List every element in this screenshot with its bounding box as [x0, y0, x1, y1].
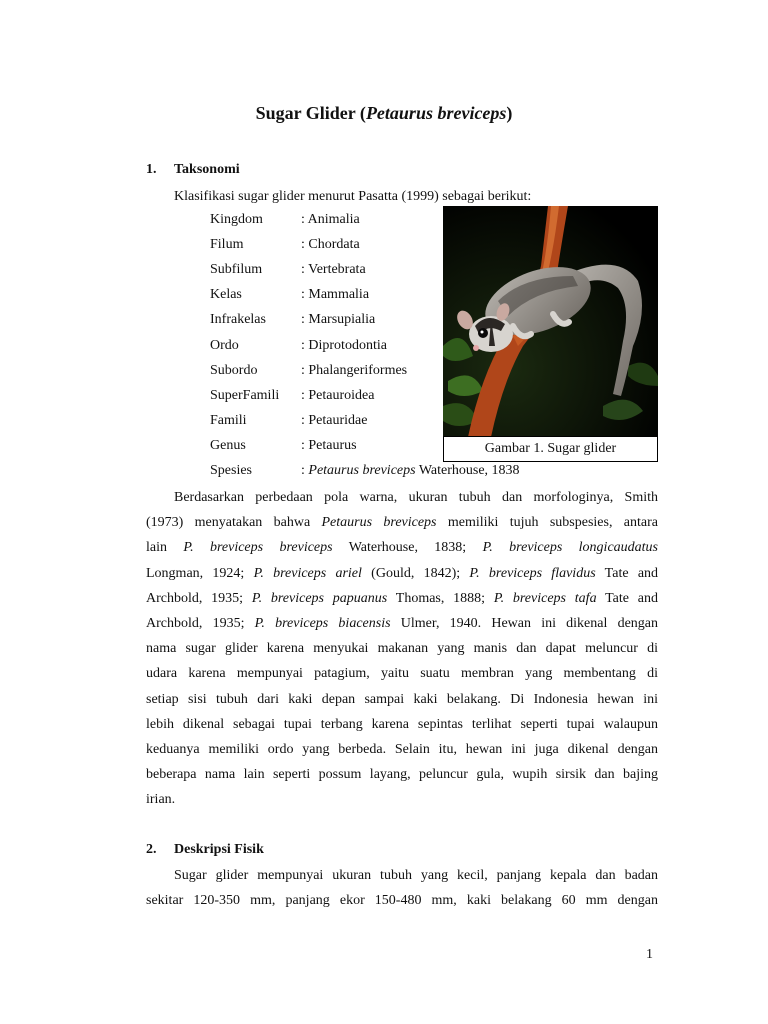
- text-line: Longman, 1924; P. breviceps ariel (Gould, 1842); P. breviceps flavidus Tate and: [146, 565, 659, 581]
- text-line: beberapa nama lain seperti possum layang, peluncur gula, wupih sirsik dan bajing: [146, 767, 658, 783]
- text-line: lain P. breviceps breviceps Waterhouse, 1838; P. breviceps longicaudatus: [146, 540, 658, 556]
- text-line: (1973) menyatakan bahwa Petaurus breviceps memiliki tujuh subspesies, antara: [146, 515, 658, 531]
- taxonomy-key: Genus: [210, 437, 246, 453]
- taxonomy-key: Ordo: [210, 337, 239, 353]
- taxonomy-key: Kingdom: [210, 212, 263, 227]
- taxonomy-value: : Petauridae: [301, 412, 368, 428]
- section-1-heading: Taksonomi: [174, 162, 240, 177]
- text-line: Archbold, 1935; P. breviceps biacensis Ulmer, 1940. Hewan ini dikenal dengan: [146, 615, 658, 631]
- taxonomy-key: Spesies: [210, 463, 252, 478]
- taxonomy-key: Subordo: [210, 362, 258, 378]
- text-line: lebih dikenal sebagai tupai terbang karena sepintas terlihat seperti tupai walaupun: [146, 716, 658, 732]
- taxonomy-value: : Vertebrata: [301, 262, 366, 278]
- text-line: Sugar glider mempunyai ukuran tubuh yang kecil, panjang kepala dan badan: [174, 868, 658, 883]
- taxonomy-value: : Diprotodontia: [301, 337, 387, 353]
- taxonomy-value: : Mammalia: [301, 287, 370, 303]
- page-number: 1: [646, 947, 653, 962]
- taxonomy-key: Kelas: [210, 287, 242, 303]
- text-line: udara karena mempunyai patagium, yaitu suatu membran yang membentang di: [146, 666, 658, 682]
- page-title: Sugar Glider (Petaurus breviceps): [255, 103, 513, 123]
- section-1-intro: Klasifikasi sugar glider menurut Pasatta (1999) sebagai berikut:: [174, 189, 532, 204]
- taxonomy-value: : Chordata: [301, 237, 360, 253]
- taxonomy-value: : Animalia: [301, 212, 360, 227]
- taxonomy-key: SuperFamili: [210, 387, 280, 403]
- taxonomy-key: Infrakelas: [210, 312, 266, 328]
- section-2-heading: Deskripsi Fisik: [174, 842, 264, 857]
- section-2-paragraph: [146, 863, 658, 913]
- sugar-glider-photo: [443, 206, 658, 437]
- text-line: setiap sisi tubuh dari kaki depan sampai kaki belakang. Di Indonesia hewan ini: [146, 691, 658, 707]
- sugar-glider-image: [443, 206, 658, 437]
- taxonomy-value: : Petaurus: [301, 437, 357, 453]
- taxonomy-key: Subfilum: [210, 262, 263, 278]
- taxonomy-value: : Phalangeriformes: [301, 362, 408, 378]
- text-line: irian.: [146, 792, 176, 808]
- text-line: Berdasarkan perbedaan pola warna, ukuran tubuh dan morfologinya, Smith: [174, 490, 658, 505]
- section-2-number: 2.: [146, 842, 157, 857]
- section-1-paragraph: [146, 485, 658, 812]
- text-line: nama sugar glider karena menyukai makanan yang manis dan dapat meluncur di: [146, 641, 658, 657]
- text-line: sekitar 120-350 mm, panjang ekor 150-480 mm, kaki belakang 60 mm dengan: [146, 893, 658, 909]
- taxonomy-value: : Petauroidea: [301, 387, 375, 403]
- taxonomy-key: Filum: [210, 237, 244, 253]
- taxonomy-value: : Petaurus breviceps Waterhouse, 1838: [301, 463, 520, 478]
- text-line: Archbold, 1935; P. breviceps papuanus Thomas, 1888; P. breviceps tafa Tate and: [146, 590, 659, 606]
- figure-caption: Gambar 1. Sugar glider: [443, 436, 658, 462]
- text-line: keduanya memiliki ordo yang berbeda. Selain itu, hewan ini juga dikenal dengan: [146, 741, 658, 757]
- taxonomy-value: : Marsupialia: [301, 312, 376, 328]
- section-1-number: 1.: [146, 162, 157, 177]
- taxonomy-key: Famili: [210, 412, 247, 428]
